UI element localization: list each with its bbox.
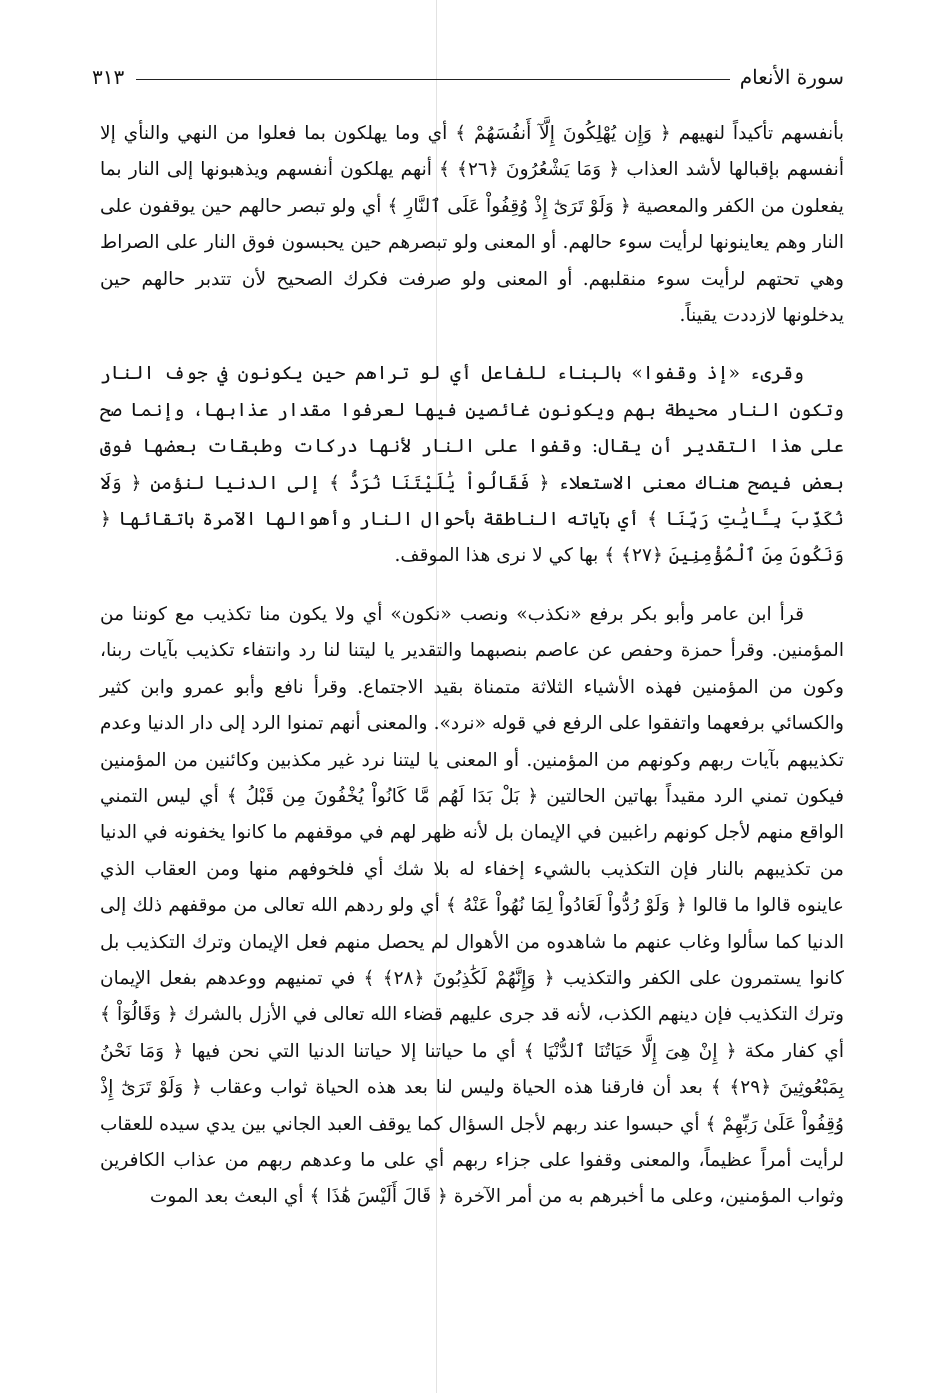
surah-title: سورة الأنعام	[739, 65, 844, 89]
page-number: ٣١٣	[92, 65, 125, 89]
page-body	[100, 116, 844, 1216]
paragraph-3: قرأ ابن عامر وأبو بكر برفع «نكذب» ونصب «نكون» أي ولا يكون منا تكذيب مع كوننا من المؤمنين. وقرأ حمزة وحفص عن عاصم بنصبهما والتقدير يا ليتنا لنا رد وانتفاء تكذيب بآيات ربنا، وكون من المؤمنين فهذه الأشياء الثلاثة متمناة بقيد الاجتماع. وقرأ نافع وأبو عمرو وابن كثير والكسائي برفعهما واتفقوا على الرفع في قوله «نرد». والمعنى أنهم تمنوا الرد إلى دار الدنيا وعدم تكذيبهم بآيات ربهم وكونهم من المؤمنين. أو المعنى يا ليتنا نرد غير مكذبين وكائنين من المؤمنين فيكون تمني الرد مقيداً بهاتين الحالتين ﴿ بَلْ بَدَا لَهُم مَّا كَانُواْ يُخْفُونَ مِن قَبْلُ ﴾ أي ليس التمني الواقع منهم لأجل كونهم راغبين في الإيمان بل لأنه ظهر لهم في موقفهم ما كانوا يخفونه في الدنيا من تكذيبهم بالنار فإن التكذيب بالشيء إخفاء له بلا شك أي فلخوفهم منها ومن العقاب الذي عاينوه قالوا ما قالوا ﴿ وَلَوْ رُدُّواْ لَعَادُواْ لِمَا نُهُواْ عَنْهُ ﴾ أي ولو ردهم الله تعالى من موقفهم ذلك إلى الدنيا كما سألوا وغاب عنهم ما شاهدوه من الأهوال لم يحصل منهم فعل الإيمان وترك التكذيب بل كانوا يستمرون على الكفر والتكذيب ﴿ وَإِنَّهُمْ لَكَٰذِبُونَ ﴿٢٨﴾ ﴾ في تمنيهم ووعدهم بفعل الإيمان وترك التكذيب فإن دينهم الكذب، لأنه قد جرى عليهم قضاء الله تعالى في الأزل بالشرك ﴿ وَقَالُوٓاْ ﴾ أي كفار مكة ﴿ إِنْ هِىَ إِلَّا حَيَاتُنَا ٱلدُّنْيَا ﴾ أي ما حياتنا إلا حياتنا الدنيا التي نحن فيها ﴿ وَمَا نَحْنُ بِمَبْعُوثِينَ ﴿٢٩﴾ ﴾ بعد أن فارقنا هذه الحياة وليس لنا بعد هذه الحياة ثواب وعقاب ﴿ وَلَوْ تَرَىٰٓ إِذْ وُقِفُواْ عَلَىٰ رَبِّهِمْ ﴾ أي حبسوا عند ربهم لأجل السؤال كما يوقف العبد الجاني بين يدي سيده للعقاب لرأيت أمراً عظيماً، والمعنى وقفوا على جزاء ربهم أي على ما وعدهم ربهم من عذاب الكافرين وثواب المؤمنين، وعلى ما أخبرهم به من أمر الآخرة ﴿ قَالَ أَلَيْسَ هَٰذَا ﴾ أي البعث بعد الموت	[100, 603, 844, 1208]
paragraph-2: وقرىء «إذ وقفوا» بالبناء للفاعل أي لو تراهم حين يكونون في جوف النار وتكون النار محيطة بهم ويكونون غائصين فيها لعرفوا مقدار عذابها، وإنما صح على هذا التقدير أن يقال: وقفوا على النار لأنها دركات وطبقات بعضها فوق بعض فيصح هناك معنى الاستعلاء ﴿ فَقَالُواْ يَٰلَيْتَنَا نُرَدُّ ﴾ إلى الدنيا لنؤمن ﴿ وَلَا نُكَذِّبَ بِـَٔايَٰتِ رَبِّنَا ﴾ أي بآياته الناطقة بأحوال النار وأهوالها الآمرة باتقائها ﴿ وَنَكُونَ مِنَ ٱلْمُؤْمِنِينَ ﴿٢٧﴾ ﴾ بها كي لا نرى هذا الموقف.	[100, 363, 844, 567]
header-rule	[136, 79, 730, 80]
page-header	[92, 62, 844, 92]
paragraph-1: بأنفسهم تأكيداً لنهيهم ﴿ وَإِن يُهْلِكُونَ إِلَّآ أَنفُسَهُمْ ﴾ أي وما يهلكون بما فعلوا من النهي والنأي إلا أنفسهم بإقبالها لأشد العذاب ﴿ وَمَا يَشْعُرُونَ ﴿٢٦﴾ ﴾ أنهم يهلكون أنفسهم ويذهبونها إلى النار بما يفعلون من الكفر والمعصية ﴿ وَلَوْ تَرَىٰٓ إِذْ وُقِفُواْ عَلَى ٱلنَّارِ ﴾ أي ولو تبصر حالهم حين يوقفون على النار وهم يعاينونها لرأيت سوء حالهم. أو المعنى ولو تبصرهم حين يحبسون فوق النار على الصراط وهي تحتهم لرأيت سوء منقلبهم. أو المعنى ولو صرفت فكرك الصحيح لأن تتدبر حالهم حين يدخلونها لازددت يقيناً.	[100, 123, 844, 327]
